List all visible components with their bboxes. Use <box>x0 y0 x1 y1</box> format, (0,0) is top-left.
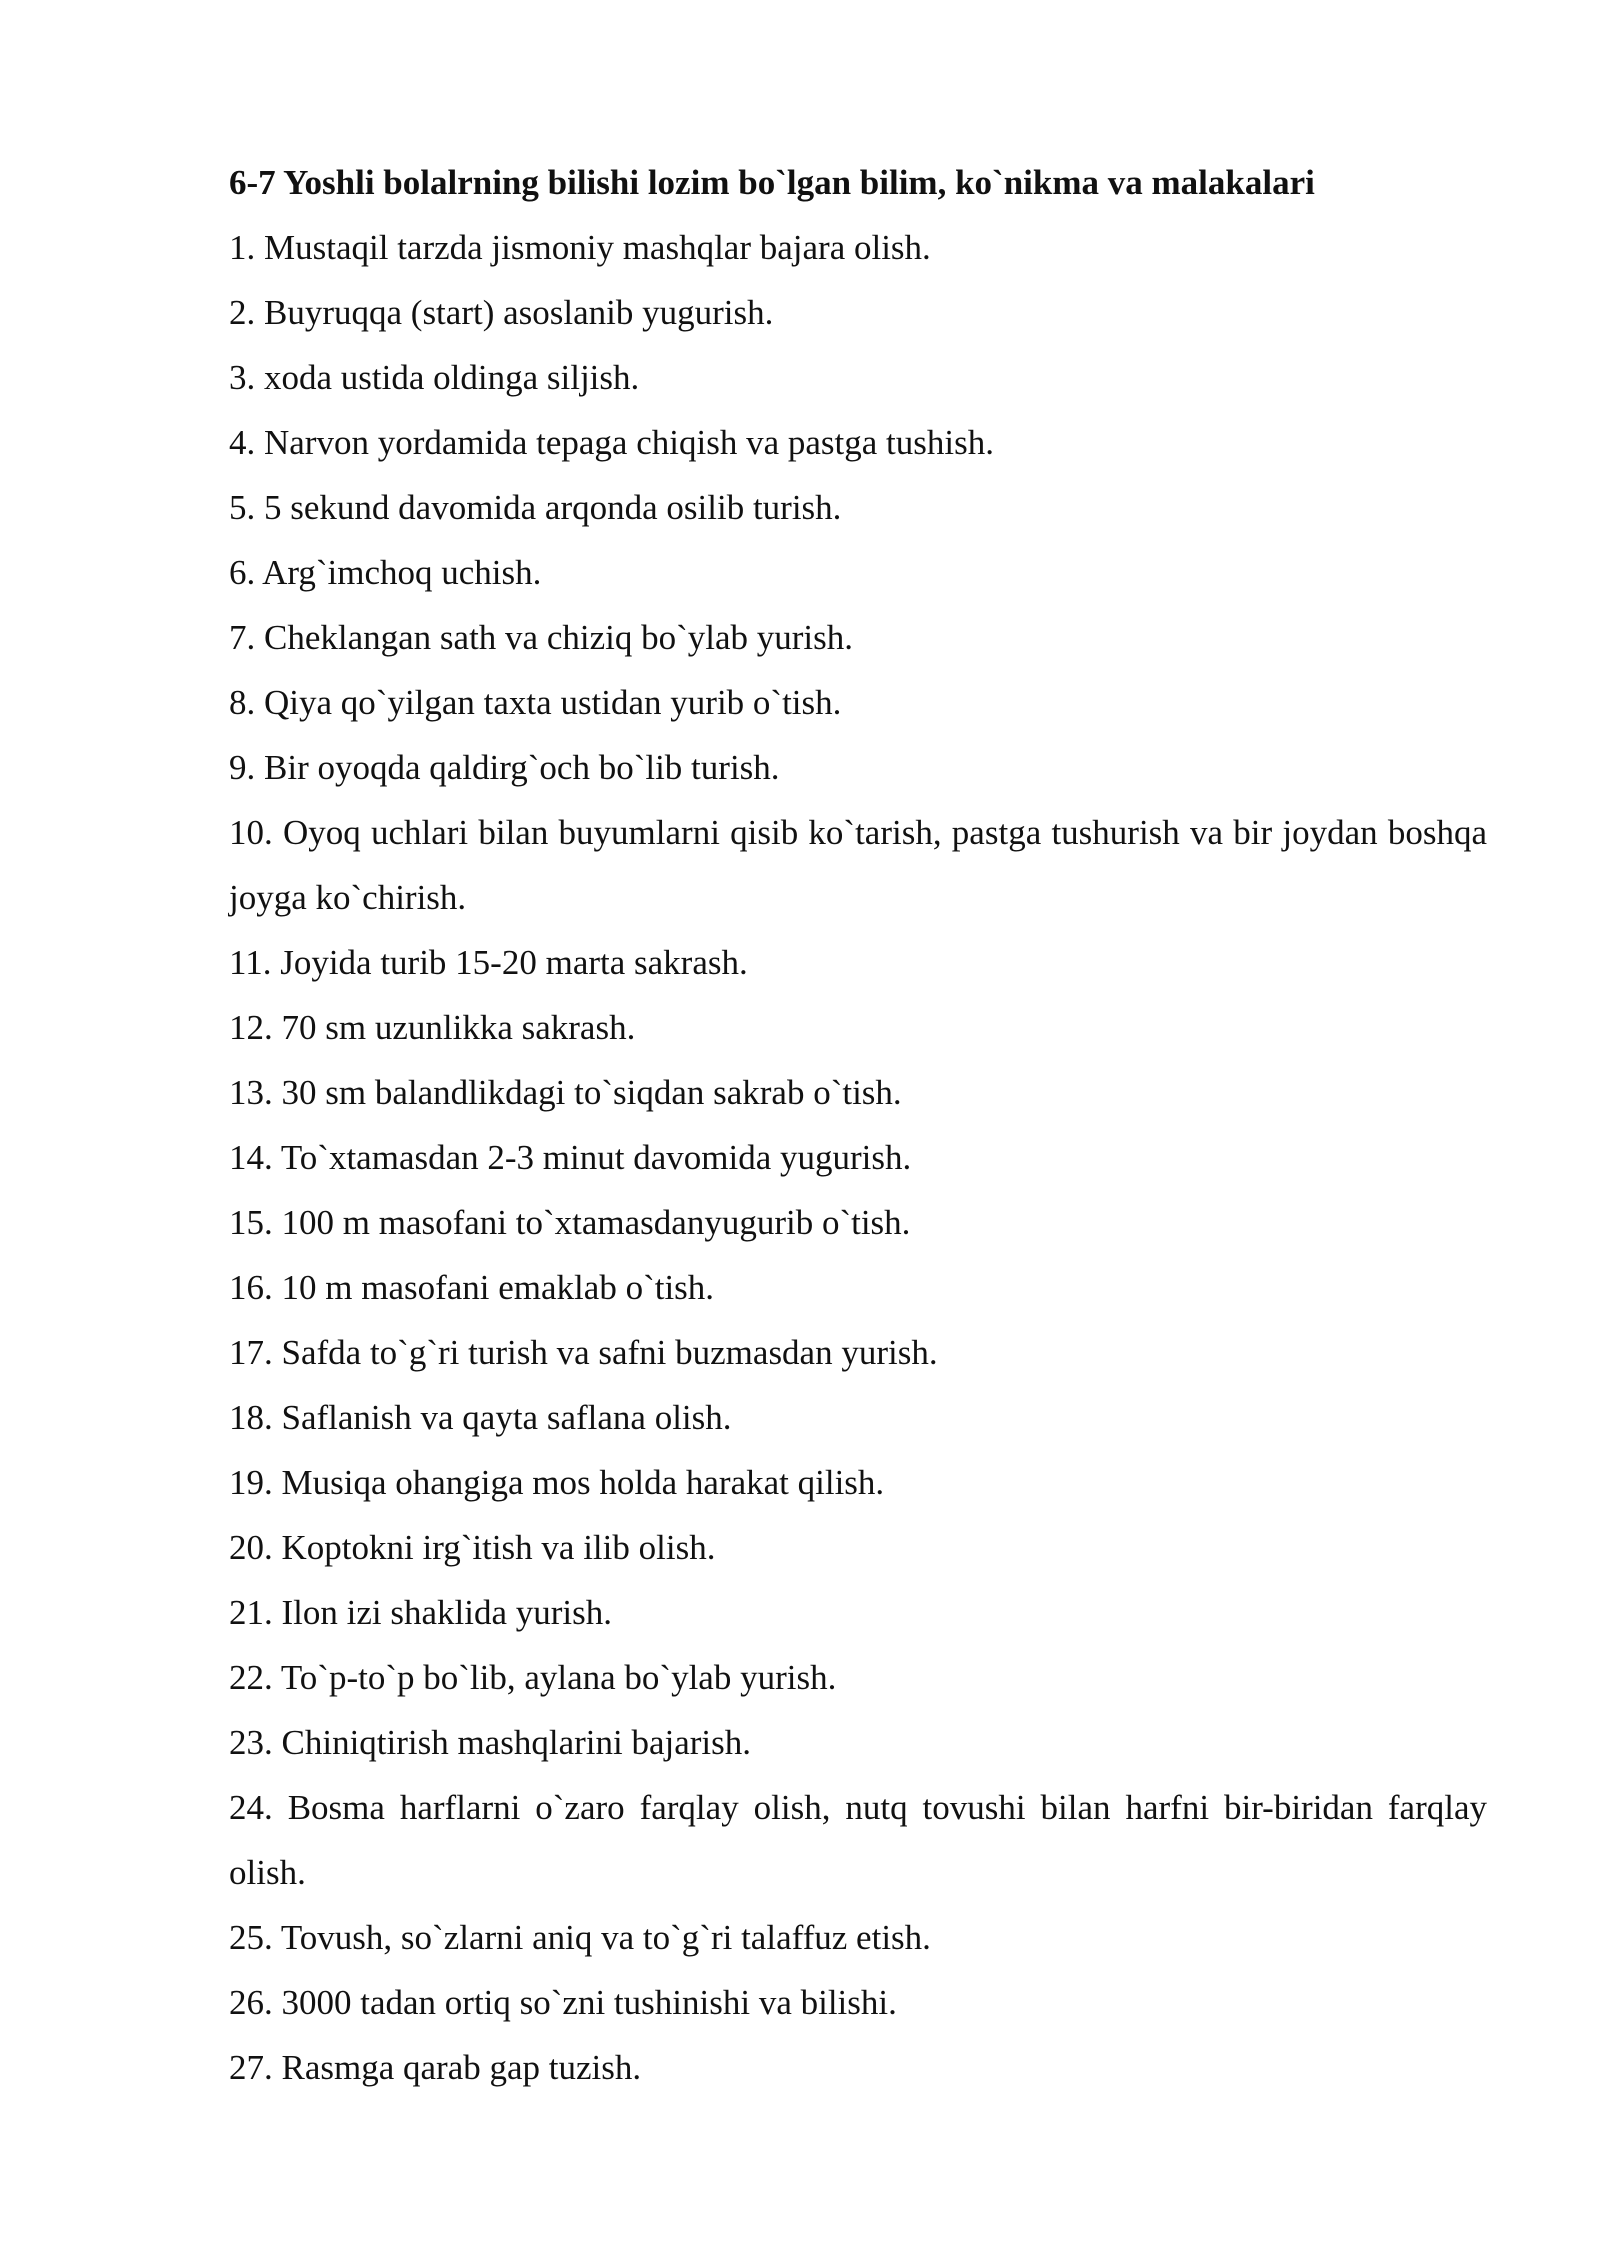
list-item: 4. Narvon yordamida tepaga chiqish va pastga tushish. <box>229 423 994 462</box>
list-item: 7. Cheklangan sath va chiziq bo`ylab yurish. <box>229 618 854 657</box>
list-item: 6. Arg`imchoq uchish. <box>229 553 542 592</box>
list-item: 17. Safda to`g`ri turish va safni buzmasdan yurish. <box>229 1333 938 1372</box>
list-item: 13. 30 sm balandlikdagi to`siqdan sakrab o`tish. <box>229 1073 902 1112</box>
list-item: 15. 100 m masofani to`xtamasdanyugurib o`tish. <box>229 1203 911 1242</box>
list-item: 11. Joyida turib 15-20 marta sakrash. <box>229 943 748 982</box>
list-item: 10. Oyoq uchlari bilan buyumlarni qisib ko`tarish, pastga tushurish va bir joydan boshqa joyga ko`chirish. <box>229 813 1487 917</box>
list-item: 24. Bosma harflarni o`zaro farqlay olish, nutq tovushi bilan harfni bir-biridan farqlay olish. <box>229 1788 1487 1892</box>
list-item: 5. 5 sekund davomida arqonda osilib turish. <box>229 488 842 527</box>
list-item: 2. Buyruqqa (start) asoslanib yugurish. <box>229 293 774 332</box>
list-item: 14. To`xtamasdan 2-3 minut davomida yugurish. <box>229 1138 912 1177</box>
skills-list <box>229 215 1487 2100</box>
list-item: 19. Musiqa ohangiga mos holda harakat qilish. <box>229 1463 885 1502</box>
list-item: 8. Qiya qo`yilgan taxta ustidan yurib o`tish. <box>229 683 842 722</box>
list-item: 26. 3000 tadan ortiq so`zni tushinishi va bilishi. <box>229 1983 897 2022</box>
list-item: 9. Bir oyoqda qaldirg`och bo`lib turish. <box>229 748 780 787</box>
document-page <box>229 150 1487 2100</box>
page-title: 6-7 Yoshli bolalrning bilishi lozim bo`lgan bilim, ko`nikma va malakalari <box>229 163 1315 202</box>
list-item: 23. Chiniqtirish mashqlarini bajarish. <box>229 1723 752 1762</box>
list-item: 12. 70 sm uzunlikka sakrash. <box>229 1008 636 1047</box>
list-item: 25. Tovush, so`zlarni aniq va to`g`ri talaffuz etish. <box>229 1918 931 1957</box>
list-item: 1. Mustaqil tarzda jismoniy mashqlar bajara olish. <box>229 228 931 267</box>
list-item: 21. Ilon izi shaklida yurish. <box>229 1593 613 1632</box>
list-item: 20. Koptokni irg`itish va ilib olish. <box>229 1528 716 1567</box>
list-item: 16. 10 m masofani emaklab o`tish. <box>229 1268 715 1307</box>
list-item: 27. Rasmga qarab gap tuzish. <box>229 2048 642 2087</box>
list-item: 3. xoda ustida oldinga siljish. <box>229 358 640 397</box>
list-item: 18. Saflanish va qayta saflana olish. <box>229 1398 732 1437</box>
list-item: 22. To`p-to`p bo`lib, aylana bo`ylab yurish. <box>229 1658 837 1697</box>
